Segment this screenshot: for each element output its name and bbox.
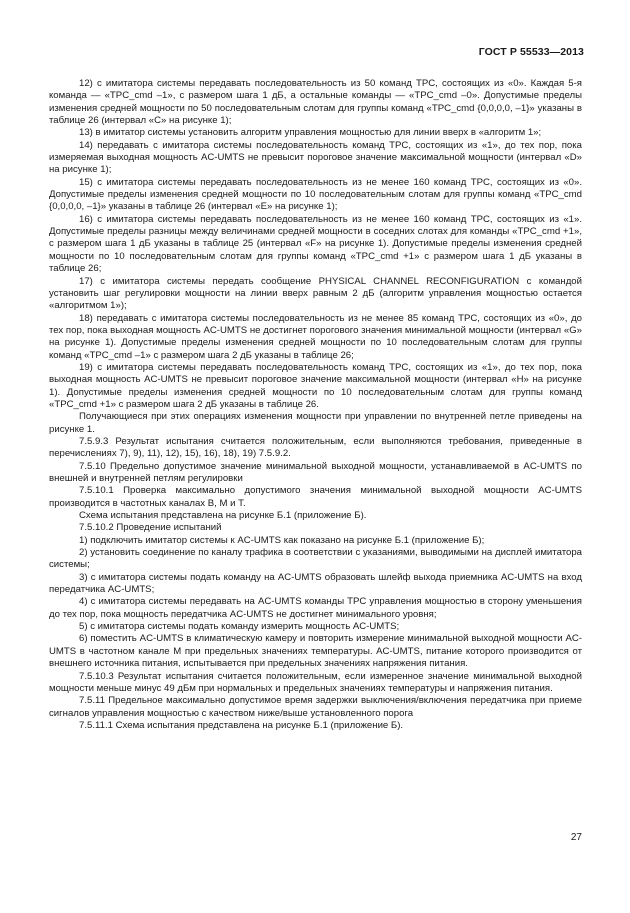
section-heading-7-5-10-2: 7.5.10.2 Проведение испытаний [79,522,222,534]
paragraph-7-5-9-3: 7.5.9.3 Результат испытания считается положительным, если выполняются требования, приведенные в перечислениях 7), 9), 11), 12), 15), 16), 18), 19) 7.5.9.2. [49,435,582,460]
paragraph-figure-note: Получающиеся при этих операциях изменения мощности при управлении по внутренней петле приведены на рисунке 1. [49,411,582,435]
document-code-header: ГОСТ Р 55533—2013 [478,46,584,58]
paragraph-scheme-note: Схема испытания представлена на рисунке Б.1 (приложение Б). [79,510,367,522]
step-item-6: 6) поместить AC-UMTS в климатическую камеру и повторить измерение минимальной выходной мощности AC-UMTS в частотном канале М при предельных значениях температуры. AC-UMTS, питание которого производится от внешнего источника питания, испытывается при предельных значениях напряжения питания. [49,633,582,670]
paragraph-item-15: 15) с имитатора системы передавать последовательность из не менее 160 команд TPC, состоящих из «0». Допустимые пределы изменения средней мощности по 10 последовательным слотам для группы команд «TPC_cmd {0,0,0,0, –1}» указаны в таблице 26 (интервал «Е» на рисунке 1); [49,176,582,213]
page-number: 27 [570,832,582,843]
paragraph-item-18: 18) передавать с имитатора системы последовательность из не менее 85 команд TPC, состоящих из «0», до тех пор, пока выходная мощность AC-UMTS не достигнет порогового значения минимальной мощности (интервал «G» на рисунке 1). Допустимые пределы изменения средней мощности по 10 последовательным слотам для группы команд «TPC_cmd –1» с размером шага 2 дБ указаны в таблице 26; [49,312,582,361]
step-item-5: 5) с имитатора системы подать команду измерить мощность AC-UMTS; [79,621,400,633]
paragraph-item-16: 16) с имитатора системы передавать последовательность из не менее 160 команд TPC, состоящих из «1». Допустимые пределы разницы между величинами средней мощности в соседних слотах для команды «TPC_cmd +1», с размером шага 1 дБ указаны в таблице 25 (интервал «F» на рисунке 1). Допустимые пределы изменения средней мощности по 10 последовательным слотам для группы команд «TPC_cmd +1» с размером шага 1 дБ указаны в таблице 26; [49,213,582,275]
step-item-2: 2) установить соединение по каналу трафика в соответствии с указаниями, выводимыми на дисплей имитатора системы; [49,547,582,571]
paragraph-7-5-10-3: 7.5.10.3 Результат испытания считается положительным, если измеренное значение минимальной выходной мощности меньше минус 49 дБм при нормальных и предельных значениях температуры и напряжения питания. [49,670,582,694]
paragraph-item-19: 19) с имитатора системы передавать последовательность команд TPC, состоящих из «1», до тех пор, пока выходная мощность AC-UMTS не превысит пороговое значение максимальной мощности (интервал «Н» на рисунке 1). Допустимые пределы изменения средней мощности по 10 последовательным слотам для группы команд «TPC_cmd +1» с размером шага 2 дБ указаны в таблице 26. [49,361,582,410]
paragraph-item-17: 17) с имитатора системы передать сообщение PHYSICAL CHANNEL RECONFIGURATION с командой установить шаг регулировки мощности на линии вверх равным 2 дБ (алгоритм управления мощностью остается «алгоритмом 1»); [49,275,582,312]
paragraph-item-13: 13) в имитатор системы установить алгоритм управления мощностью для линии вверх в «алгоритм 1»; [79,127,542,139]
paragraph-7-5-10-1: 7.5.10.1 Проверка максимально допустимого значения минимальной выходной мощности AC-UMTS производится в частотных каналах В, М и Т. [49,485,582,509]
paragraph-item-12: 12) с имитатора системы передавать последовательность из 50 команд TPC, состоящих из «0». Каждая 5-я команда — «TPC_cmd –1», с размером шага 1 дБ, а остальные команды — «TPC_cmd –0». Допустимые пределы изменения средней мощности по 50 последовательным слотам для группы команд «TPC_cmd {0,0,0,0, –1}» указаны в таблице 26 (интервал «С» на рисунке 1); [49,78,582,127]
step-item-1: 1) подключить имитатор системы к AC-UMTS как показано на рисунке Б.1 (приложение Б); [79,534,485,546]
step-item-3: 3) с имитатора системы подать команду на AC-UMTS образовать шлейф выхода приемника AC-UMTS на вход передатчика AC-UMTS; [49,571,582,596]
document-body [49,78,582,732]
step-item-4: 4) с имитатора системы передавать на AC-UMTS команды TPC управления мощностью в сторону уменьшения до тех пор, пока мощность передатчика AC-UMTS не достигнет минимального уровня; [49,596,582,620]
paragraph-item-14: 14) передавать с имитатора системы последовательность команд TPC, состоящих из «1», до тех пор, пока измеряемая выходная мощность AC-UMTS не превысит пороговое значение максимальной мощности (интервал «D» на рисунке 1); [49,139,582,176]
section-heading-7-5-10: 7.5.10 Предельно допустимое значение минимальной выходной мощности, устанавливаемой в AC-UMTS по внешней и внутренней петлям регулировки [49,460,582,484]
section-heading-7-5-11: 7.5.11 Предельное максимально допустимое время задержки выключения/включения передатчика при приеме сигналов управления мощностью с качеством ниже/выше установленного порога [49,695,582,719]
paragraph-7-5-11-1: 7.5.11.1 Схема испытания представлена на рисунке Б.1 (приложение Б). [79,719,404,731]
